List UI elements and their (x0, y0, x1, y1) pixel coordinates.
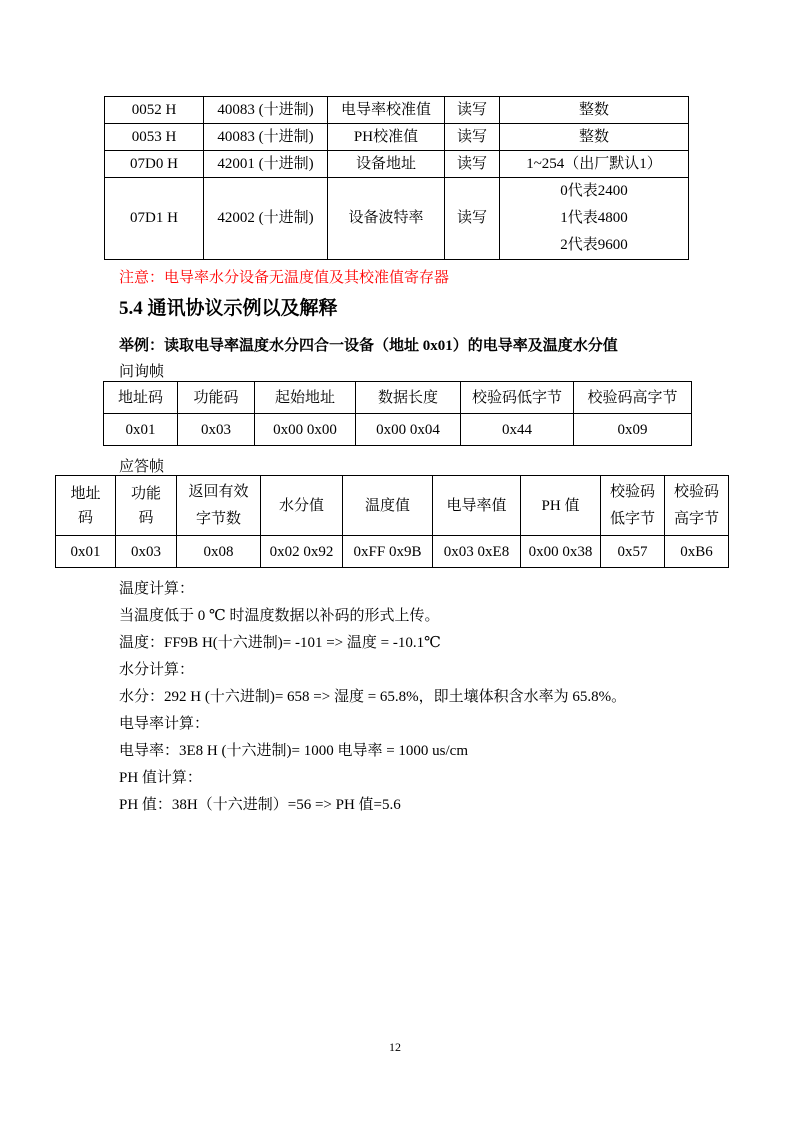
moisture-calc: 水分：292 H (十六进制)= 658 => 湿度 = 65.8%，即土壤体积含水率为 65.8%。 (119, 689, 627, 705)
conductivity-calc-heading: 电导率计算： (119, 716, 210, 732)
register-decimal: 42002 (十进制) (204, 178, 328, 260)
table-header-row (104, 382, 692, 414)
register-rw: 读写 (445, 97, 500, 124)
temperature-note: 当温度低于 0 ℃ 时温度数据以补码的形式上传。 (119, 608, 440, 624)
table-cell: 0x44 (461, 414, 574, 446)
register-decimal: 40083 (十进制) (204, 124, 328, 151)
register-decimal: 40083 (十进制) (204, 97, 328, 124)
table-cell: 0x01 (104, 414, 178, 446)
range-line: 0代表2400 (560, 183, 628, 199)
ph-calc-heading: PH 值计算： (119, 770, 202, 786)
register-range: 整数 (500, 97, 689, 124)
register-name: PH校准值 (328, 124, 445, 151)
response-frame-table (55, 475, 729, 568)
register-address: 0052 H (105, 97, 204, 124)
register-address: 07D0 H (105, 151, 204, 178)
table-cell: 0x00 0x04 (356, 414, 461, 446)
register-decimal: 42001 (十进制) (204, 151, 328, 178)
column-header: 地址码 (104, 382, 178, 414)
table-cell: 0x00 0x38 (521, 536, 601, 568)
column-header: 水分值 (261, 476, 343, 536)
table-cell: 0x09 (574, 414, 692, 446)
column-header: 数据长度 (356, 382, 461, 414)
column-header: 温度值 (343, 476, 433, 536)
column-header: 校验码 低字节 (601, 476, 665, 536)
column-header: 校验码高字节 (574, 382, 692, 414)
register-range (500, 178, 689, 260)
register-rw: 读写 (445, 178, 500, 260)
column-header: 返回有效 字节数 (177, 476, 261, 536)
moisture-calc-heading: 水分计算： (119, 662, 195, 678)
conductivity-calc: 电导率：3E8 H (十六进制)= 1000 电导率 = 1000 us/cm (119, 743, 468, 759)
query-frame-label: 问询帧 (119, 364, 165, 380)
table-cell: 0x02 0x92 (261, 536, 343, 568)
table-cell: 0x03 (178, 414, 255, 446)
range-line: 2代表9600 (560, 237, 628, 253)
table-cell: 0x57 (601, 536, 665, 568)
table-cell: 0x03 0xE8 (433, 536, 521, 568)
register-address: 07D1 H (105, 178, 204, 260)
example-title: 举例：读取电导率温度水分四合一设备（地址 0x01）的电导率及温度水分值 (119, 338, 618, 354)
query-frame-table (103, 381, 692, 446)
column-header: 校验码低字节 (461, 382, 574, 414)
range-line: 1代表4800 (560, 210, 628, 226)
register-name: 设备地址 (328, 151, 445, 178)
column-header: 校验码 高字节 (665, 476, 729, 536)
response-frame-label: 应答帧 (119, 459, 165, 475)
table-cell: 0xB6 (665, 536, 729, 568)
register-rw: 读写 (445, 151, 500, 178)
page-number: 12 (389, 1040, 401, 1054)
table-row (104, 414, 692, 446)
table-row (56, 536, 729, 568)
register-name: 设备波特率 (328, 178, 445, 260)
register-range: 1~254（出厂默认1） (500, 151, 689, 178)
register-address: 0053 H (105, 124, 204, 151)
column-header: 功能 码 (116, 476, 177, 536)
column-header: PH 值 (521, 476, 601, 536)
register-rw: 读写 (445, 124, 500, 151)
table-row (105, 97, 689, 124)
column-header: 功能码 (178, 382, 255, 414)
table-header-row (56, 476, 729, 536)
register-name: 电导率校准值 (328, 97, 445, 124)
register-table (104, 96, 689, 260)
temperature-calc-heading: 温度计算： (119, 581, 195, 597)
table-row (105, 178, 689, 260)
temperature-calc: 温度：FF9B H(十六进制)= -101 => 温度 = -10.1℃ (119, 635, 441, 651)
table-row (105, 124, 689, 151)
table-cell: 0x01 (56, 536, 116, 568)
register-range: 整数 (500, 124, 689, 151)
table-cell: 0x03 (116, 536, 177, 568)
column-header: 电导率值 (433, 476, 521, 536)
column-header: 地址 码 (56, 476, 116, 536)
register-note: 注意：电导率水分设备无温度值及其校准值寄存器 (119, 270, 450, 286)
table-row (105, 151, 689, 178)
table-cell: 0xFF 0x9B (343, 536, 433, 568)
ph-calc: PH 值：38H（十六进制）=56 => PH 值=5.6 (119, 797, 401, 813)
column-header: 起始地址 (255, 382, 356, 414)
table-cell: 0x08 (177, 536, 261, 568)
table-cell: 0x00 0x00 (255, 414, 356, 446)
section-title: 5.4 通讯协议示例以及解释 (119, 298, 338, 319)
